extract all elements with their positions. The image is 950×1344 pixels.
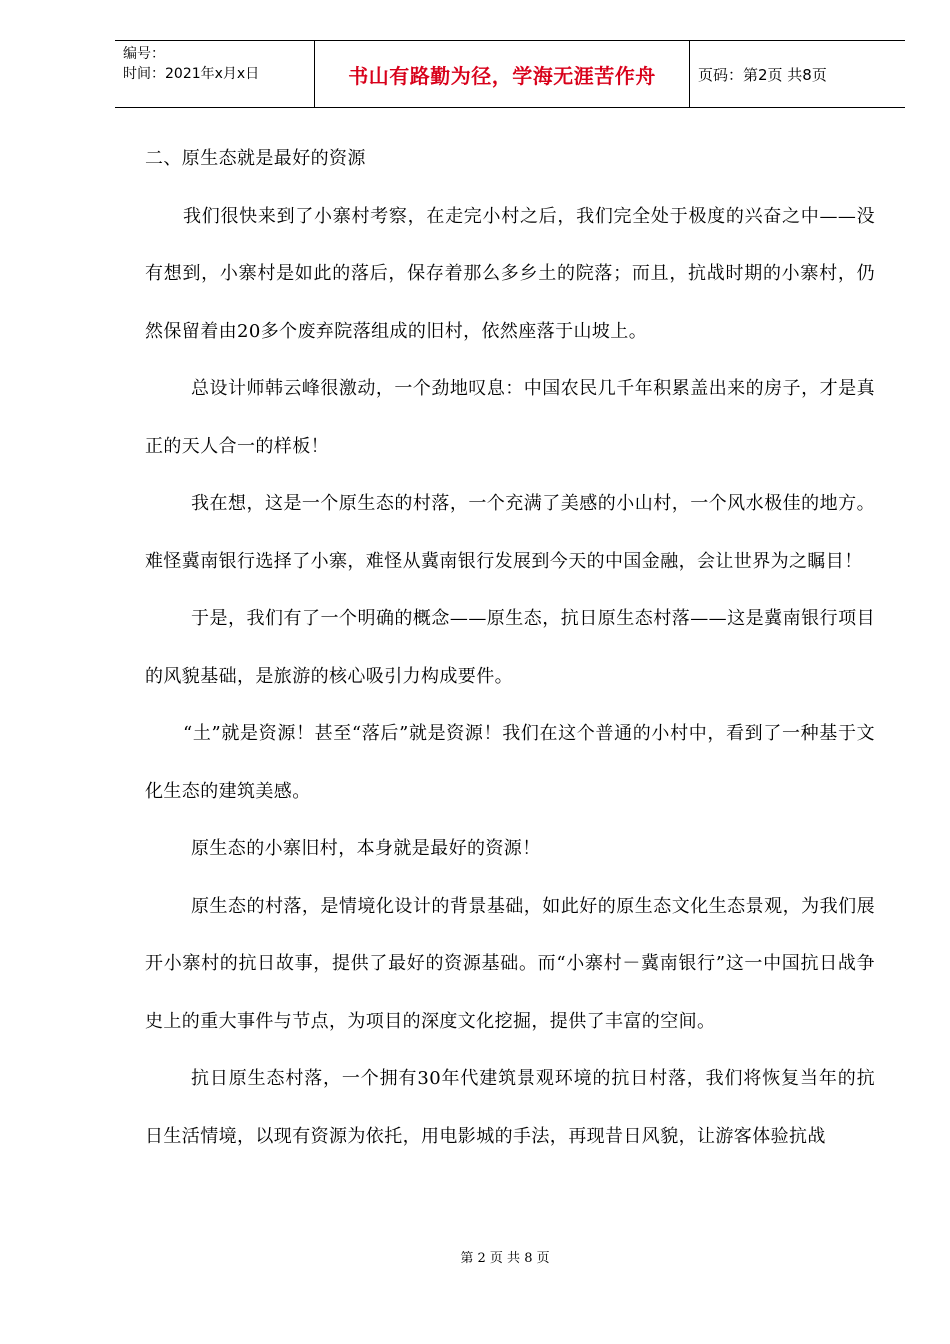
header-page-cell: [690, 41, 905, 107]
page-footer: [0, 1247, 950, 1266]
paragraph: “土”就是资源！甚至“落后”就是资源！我们在这个普通的小村中，看到了一种基于文化生态的建筑美感。: [145, 723, 875, 802]
paragraph: 总设计师韩云峰很激动，一个劲地叹息：中国农民几千年积累盖出来的房子，才是真正的天人合一的样板！: [145, 378, 875, 457]
paragraph: 我们很快来到了小寨村考察，在走完小村之后，我们完全处于极度的兴奋之中——没有想到，小寨村是如此的落后，保存着那么多乡土的院落；而且，抗战时期的小寨村，仍然保留着由20多个废弃院落组成的旧村，依然座落于山坡上。: [145, 205, 875, 342]
document-body: [145, 130, 875, 1165]
paragraph: 于是，我们有了一个明确的概念——原生态，抗日原生态村落——这是冀南银行项目的风貌基础，是旅游的核心吸引力构成要件。: [145, 608, 875, 687]
header-motto-cell: [315, 41, 690, 107]
header-motto: 书山有路勤为径，学海无涯苦作舟: [348, 63, 656, 88]
doc-time: 时间：2021年x月x日: [123, 66, 260, 82]
paragraph: 抗日原生态村落，一个拥有30年代建筑景观环境的抗日村落，我们将恢复当年的抗日生活情境，以现有资源为依托，用电影城的手法，再现昔日风貌，让游客体验抗战: [145, 1068, 875, 1147]
doc-id-label: 编号：: [123, 46, 165, 62]
paragraph: 原生态的小寨旧村，本身就是最好的资源！: [191, 838, 541, 859]
header-meta-cell: [115, 41, 315, 107]
paragraph: 原生态的村落，是情境化设计的背景基础，如此好的原生态文化生态景观，为我们展开小寨村的抗日故事，提供了最好的资源基础。而“小寨村－冀南银行”这一中国抗日战争史上的重大事件与节点，为项目的深度文化挖掘，提供了丰富的空间。: [145, 895, 875, 1032]
page-header: [115, 40, 905, 108]
paragraph: 我在想，这是一个原生态的村落，一个充满了美感的小山村，一个风水极佳的地方。难怪冀南银行选择了小寨，难怪从冀南银行发展到今天的中国金融，会让世界为之瞩目！: [145, 493, 875, 572]
section-heading: 二、原生态就是最好的资源: [145, 148, 366, 169]
footer-page-number: 第 2 页 共 8 页: [460, 1251, 550, 1266]
header-page-code: 页码：第2页 共8页: [698, 65, 827, 84]
